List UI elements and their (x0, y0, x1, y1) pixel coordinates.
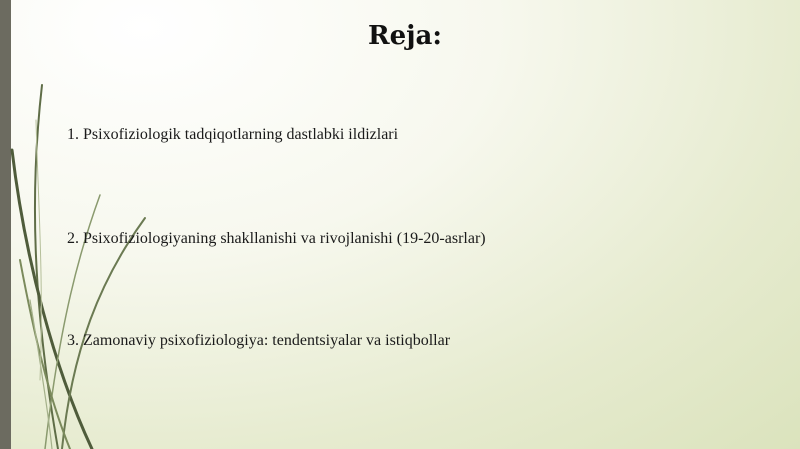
plan-item-3: 3. Zamonaviy psixofiziologiya: tendentsiyalar va istiqbollar (67, 332, 451, 349)
plan-item-2: 2. Psixofiziologiyaning shakllanishi va rivojlanishi (19-20-asrlar) (67, 230, 486, 247)
slide-title: Reja: (367, 21, 442, 51)
grass-blades-icon (0, 0, 200, 449)
plan-item-1: 1. Psixofiziologik tadqiqotlarning dastlabki ildizlari (67, 126, 399, 143)
